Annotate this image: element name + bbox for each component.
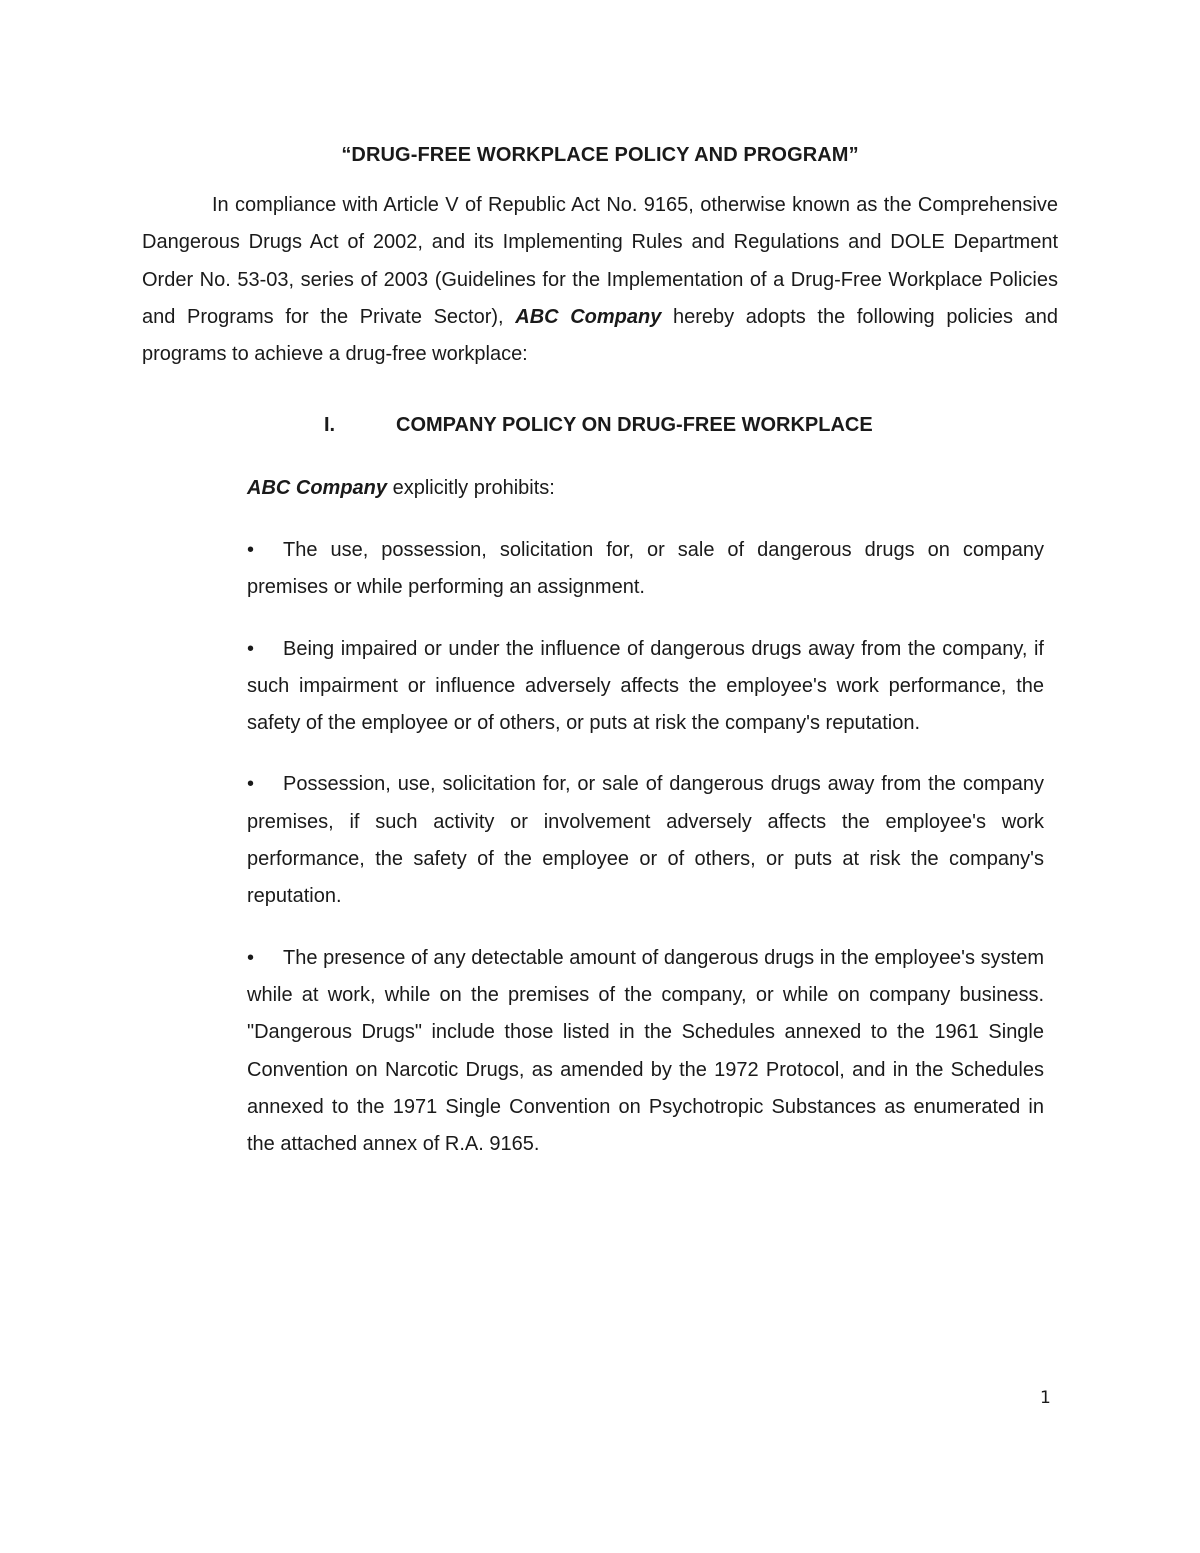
document-title: “DRUG-FREE WORKPLACE POLICY AND PROGRAM” (341, 144, 859, 166)
page-number: 1 (1040, 1388, 1051, 1408)
prohibition-list (247, 532, 1044, 1187)
list-item-text: The presence of any detectable amount of dangerous drugs in the employee's system while at work, while on the premises of the company, or while on company business. "Dangerous Drugs" include those listed in the Schedules annexed to the 1961 Single Convention on Narcotic Drugs, as amended by the 1972 Protocol, and in the Schedules annexed to the 1971 Single Convention on Psychotropic Substances as enumerated in the attached annex of R.A. 9165. (247, 946, 1044, 1156)
intro-company-name: ABC Company (515, 305, 662, 328)
bullet-icon: • (247, 946, 255, 969)
intro-paragraph (142, 187, 1058, 373)
section-title: COMPANY POLICY ON DRUG-FREE WORKPLACE (396, 414, 873, 436)
prohibits-line (247, 474, 555, 502)
list-item-text: The use, possession, solicitation for, or sale of dangerous drugs on company premises or while performing an assignment. (247, 539, 1044, 599)
list-item-text: Possession, use, solicitation for, or sale of dangerous drugs away from the company premises, if such activity or involvement adversely affects the employee's work performance, the safety of the employee or of others, or puts at risk the company's reputation. (247, 773, 1044, 908)
list-item-text: Being impaired or under the influence of dangerous drugs away from the company, if such impairment or influence adversely affects the employee's work performance, the safety of the employee or of others, or puts at risk the company's reputation. (247, 637, 1044, 735)
list-item (247, 766, 1044, 915)
prohibits-company-name: ABC Company (247, 477, 388, 499)
bullet-icon: • (247, 637, 255, 660)
list-item (247, 631, 1044, 743)
intro-text-before: In compliance with Article V of Republic Act No. 9165, otherwise known as the Comprehensive Dangerous Drugs Act of 2002, and its Implementing Rules and Regulations and DOLE Department Order No. 53-03, series of 2003 (Guidelines for the Implementation of a Drug-Free Workplace Policies and Programs for the Private Sector), (142, 194, 1058, 328)
bullet-icon: • (247, 773, 255, 796)
bullet-icon: • (247, 539, 255, 561)
list-item (247, 940, 1044, 1164)
section-number: I. (324, 414, 336, 436)
list-item (247, 532, 1044, 607)
intro-text-after: hereby adopts the following policies and programs to achieve a drug-free workplace: (142, 305, 1059, 366)
prohibits-text: explicitly prohibits: (387, 477, 555, 499)
section-heading (324, 411, 873, 439)
